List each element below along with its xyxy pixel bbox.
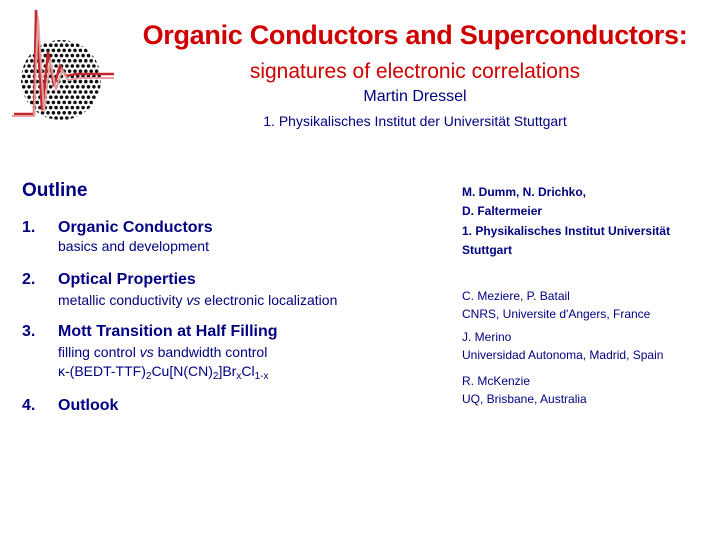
logo-dot [41,49,45,53]
logo-dot [49,43,53,47]
outline-item-2-details [58,291,337,310]
logo-dot [54,116,58,120]
logo-dot [84,80,88,84]
collaborator-names: R. McKenzie [462,374,531,388]
logo-dot [57,111,61,115]
logo-dot [65,116,69,120]
logo-dot [103,43,107,47]
logo-dot [81,54,85,58]
outline-item-label: Outlook [58,397,119,414]
logo-dot [84,59,88,63]
logo-dot [92,85,96,89]
logo-dot [49,95,53,99]
logo-dot [49,85,53,89]
logo-dot [76,64,80,68]
logo-dot [52,111,56,115]
logo-dot [79,90,83,94]
logo-dot [89,49,93,53]
logo-dot [71,43,75,47]
logo-dot [62,90,66,94]
outline-item-1 [22,219,213,237]
logo-dot [22,75,26,79]
logo-dot [76,116,80,120]
logo-dot [84,49,88,53]
logo-dot [27,54,31,58]
logo-dot [62,80,66,84]
logo-dot [35,101,39,105]
page-subtitle: signatures of electronic correlations [249,60,581,83]
logo-dot [60,85,64,89]
logo-dot [87,43,91,47]
logo-dot [25,38,29,42]
logo-dot [87,106,91,110]
logo-dot [49,116,53,120]
page-title: Organic Conductors and Superconductors: [142,20,688,50]
logo-dot [57,90,61,94]
logo-dot [60,95,64,99]
logo-dot [71,64,75,68]
logo-dot [81,43,85,47]
logo-dot [89,59,93,63]
logo-dot [27,75,31,79]
logo-dot [73,69,77,73]
logo-dot [89,38,93,42]
logo-dot [25,101,29,105]
logo-dot [25,69,29,73]
logo-dot [30,90,34,94]
logo-dot [100,80,104,84]
logo-dot [98,106,102,110]
logo-dot [30,38,34,42]
logo-dot [100,49,104,53]
outline-item-label: Optical Properties [58,271,196,288]
logo-dot [22,43,26,47]
logo-dot [95,49,99,53]
logo-dot [92,43,96,47]
logo-dot [87,95,91,99]
logo-dot [81,106,85,110]
logo-dot [73,90,77,94]
logo-dot [100,111,104,115]
details-vs: vs [139,344,154,360]
logo-dot [87,116,91,120]
logo-dot [92,116,96,120]
logo-dot [103,116,107,120]
collaborator-names: C. Meziere, P. Batail [462,289,570,303]
logo-dot [27,95,31,99]
logo-dot [52,101,56,105]
logo-dot [84,69,88,73]
collaborator-affiliation: Universidad Autonoma, Madrid, Spain [462,348,664,362]
logo-dot [46,101,50,105]
logo-dot [60,54,64,58]
logo-dot [54,106,58,110]
logo-dot [52,90,56,94]
logo-dot [65,54,69,58]
logo-dot [25,90,29,94]
logo-dot [73,49,77,53]
logo-dot [84,111,88,115]
outline-item-label: Organic Conductors [58,219,213,236]
logo-dot [71,85,75,89]
logo-dot [76,54,80,58]
logo-dot [30,80,34,84]
logo-dot [87,85,91,89]
logo-dot [103,95,107,99]
logo-dot [54,95,58,99]
logo-dot [100,101,104,105]
logo-dot [103,54,107,58]
logo-dot [79,38,83,42]
logo-dot [95,101,99,105]
author-institute: 1. Physikalisches Institut der Universität Stuttgart [263,113,567,129]
logo-dot [84,90,88,94]
logo-dot [60,106,64,110]
logo-dot [95,59,99,63]
logo-dot [30,69,34,73]
logo-dot [95,80,99,84]
logo-dot [73,101,77,105]
logo-dot [65,43,69,47]
logo-dot [98,64,102,68]
logo-dot [71,95,75,99]
logo-dot [62,59,66,63]
logo-dot [68,69,72,73]
collaborator-affiliation: 1. Physikalisches Institut Universität [462,224,671,238]
logo-dot [25,80,29,84]
logo-dot [27,64,31,68]
logo-dot [73,38,77,42]
outline-item-3-details [58,343,267,362]
logo-dot [62,111,66,115]
logo-dot [100,38,104,42]
logo-dot [79,59,83,63]
logo-dot [25,49,29,53]
logo-dot [92,106,96,110]
logo-dot [57,49,61,53]
logo-dot [44,43,48,47]
details-text: bandwidth control [153,344,268,360]
logo-dot [41,38,45,42]
logo-dot [65,64,69,68]
logo-dot [87,54,91,58]
logo-dot [22,85,26,89]
logo-dot [27,85,31,89]
logo-dot [95,111,99,115]
logo-dot [19,49,23,53]
logo-dot [89,80,93,84]
outline-item-2 [22,271,196,289]
logo-dot [46,49,50,53]
author-name: Martin Dressel [363,88,467,105]
outline-item-label: Mott Transition at Half Filling [58,323,278,340]
logo-dot [65,95,69,99]
logo-dot [22,95,26,99]
logo-dot [52,49,56,53]
outline-item-4 [22,397,118,415]
logo-dot [79,101,83,105]
logo-dot [89,69,93,73]
outline-item-number: 3. [22,323,36,340]
logo-dot [100,69,104,73]
logo-dot [25,59,29,63]
outline-heading: Outline [22,180,88,201]
logo-dot [71,116,75,120]
logo-dot [19,38,23,42]
logo-dot [76,85,80,89]
logo-dot [22,54,26,58]
outline-item-number: 1. [22,219,36,236]
logo-dot [84,101,88,105]
logo-dot [68,111,72,115]
outline-item-1-details: basics and development [58,238,209,254]
details-text: filling control [58,344,140,360]
logo-dot [81,85,85,89]
logo-dot [73,80,77,84]
logo-dot [62,101,66,105]
details-vs: vs [186,292,201,308]
logo-dot [84,38,88,42]
logo-dot [79,111,83,115]
institute-logo [6,4,116,122]
logo-dot [100,90,104,94]
logo-dot [98,85,102,89]
logo-dot [95,69,99,73]
logo-dot [71,54,75,58]
logo-dot [76,43,80,47]
logo-dot [100,59,104,63]
logo-dot [62,49,66,53]
details-text: electronic localization [200,292,338,308]
logo-dot [22,106,26,110]
logo-dot [81,64,85,68]
logo-dot [76,95,80,99]
logo-dot [92,64,96,68]
logo-dot [19,101,23,105]
logo-dot [27,43,31,47]
logo-dot [98,116,102,120]
logo-dot [62,38,66,42]
logo-dot [52,59,56,63]
compound-formula: $\kappa-(BEDT-TTF)_2Cu[N(CN)_2]Br_xCl_{1-x}$ [58,363,269,382]
logo-dot [89,90,93,94]
logo-dot [30,49,34,53]
logo-dot [49,106,53,110]
logo-dot [57,38,61,42]
logo-dot [98,43,102,47]
logo-dot [27,106,31,110]
logo-dot [68,38,72,42]
dot-lattice-wave-icon [6,4,116,122]
logo-dot [57,59,61,63]
logo-dot [98,54,102,58]
outline-item-number: 4. [22,397,36,414]
logo-dot [76,106,80,110]
details-text: metallic conductivity [58,292,187,308]
logo-dot [19,80,23,84]
logo-dot [81,116,85,120]
logo-dot [103,106,107,110]
logo-dot [71,106,75,110]
collaborator-affiliation: Stuttgart [462,243,512,257]
logo-dot [95,90,99,94]
logo-dot [30,59,34,63]
logo-dot [54,43,58,47]
logo-dot [38,116,42,120]
logo-dot [46,111,50,115]
logo-dot [54,64,58,68]
logo-dot [92,54,96,58]
logo-dot [19,90,23,94]
collaborator-names: J. Merino [462,330,512,344]
collaborator-names: M. Dumm, N. Drichko, [462,185,587,199]
logo-dot [19,69,23,73]
logo-dot [79,80,83,84]
logo-dot [73,59,77,63]
logo-dot [68,49,72,53]
logo-dot [87,64,91,68]
logo-dot [92,95,96,99]
collaborator-names: D. Faltermeier [462,204,543,218]
logo-dot [79,49,83,53]
logo-dot [60,43,64,47]
logo-dot [68,59,72,63]
logo-dot [52,38,56,42]
logo-dot [79,69,83,73]
outline-item-3 [22,323,278,341]
logo-dot [60,116,64,120]
logo-dot [44,116,48,120]
logo-dot [89,101,93,105]
logo-dot [68,101,72,105]
logo-dot [19,59,23,63]
collaborator-affiliation: UQ, Brisbane, Australia [462,392,587,406]
logo-dot [73,111,77,115]
logo-dot [89,111,93,115]
logo-dot [68,90,72,94]
logo-dot [103,64,107,68]
logo-dot [81,95,85,99]
logo-dot [46,38,50,42]
outline-item-number: 2. [22,271,36,288]
logo-dot [103,85,107,89]
logo-dot [95,38,99,42]
collaborator-affiliation: CNRS, Universite d'Angers, France [462,307,651,321]
logo-dot [22,64,26,68]
logo-dot [65,85,69,89]
logo-dot [57,101,61,105]
logo-dot [54,54,58,58]
logo-dot [65,106,69,110]
logo-dot [98,95,102,99]
logo-dot [35,111,39,115]
